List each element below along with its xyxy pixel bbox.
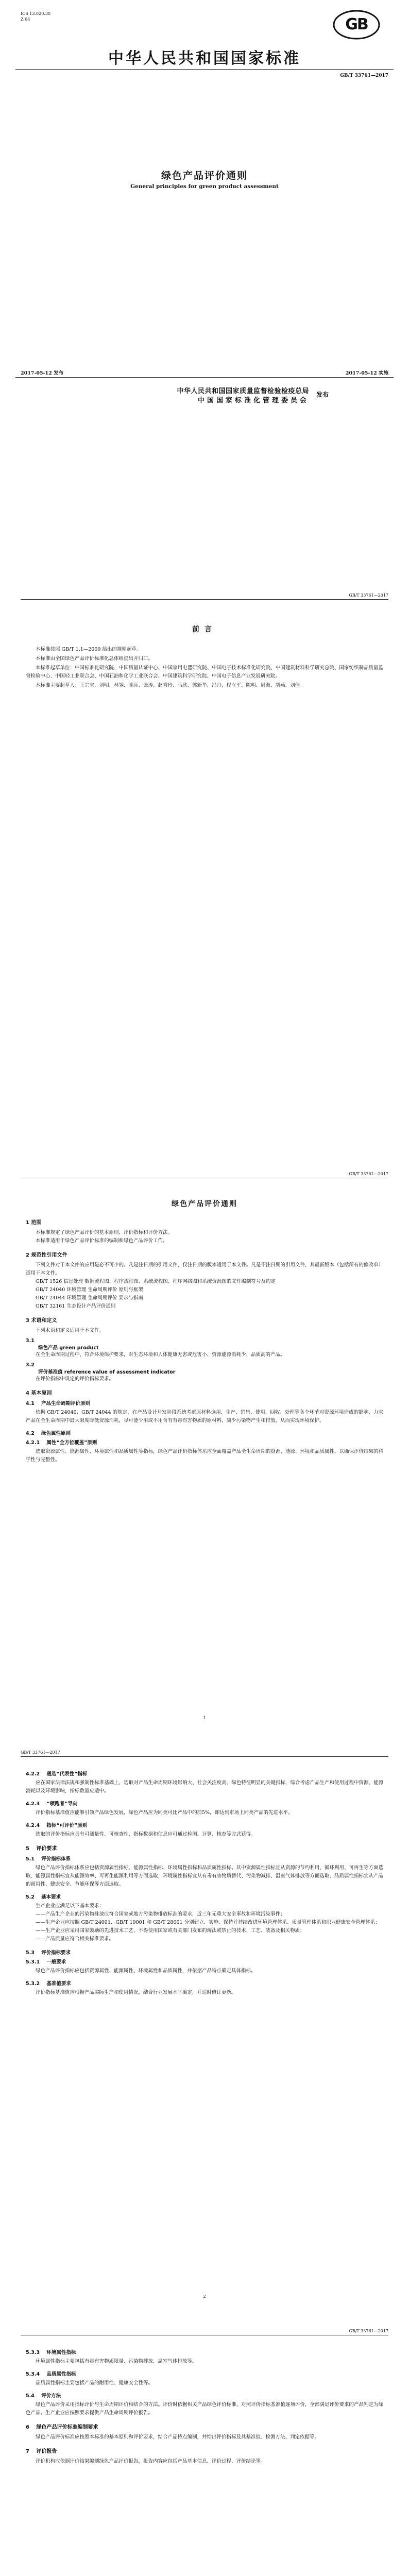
foreword-body bbox=[26, 646, 383, 691]
clause-heading bbox=[26, 1438, 383, 1446]
clause-title: 评价指标要求 bbox=[41, 1950, 71, 1956]
clause-title: 评价方法 bbox=[41, 2393, 61, 2399]
section-heading bbox=[26, 1844, 383, 1852]
reference-item: GB/T 32161 生态设计产品评价通则 bbox=[36, 1303, 116, 1309]
body-para: 绿色产品评价采用指标评价与生命周期评价相结合的方法。评价时依据相关产品绿色评价标准，对照评价指标基准值逐项评价，全部满足评价要求的产品判定为绿色产品。生产企业应按照要求提供产品生命周期评价报告。 bbox=[26, 2402, 383, 2416]
gb-logo-text: GB bbox=[345, 15, 368, 33]
clause-number: 5.3 bbox=[26, 1950, 35, 1956]
clause-title: 遴选“代表性”指标 bbox=[46, 1771, 88, 1777]
clause-heading bbox=[26, 1800, 383, 1807]
clause-title: “领跑者”导向 bbox=[46, 1801, 78, 1807]
page-number: 1 bbox=[203, 1716, 206, 1720]
clause-number: 4.2.2 bbox=[26, 1771, 40, 1777]
section-number: 7 bbox=[26, 2449, 29, 2454]
clause-title: 产品生命周期评价原则 bbox=[41, 1401, 91, 1406]
ccs-code: Z 04 bbox=[21, 17, 30, 22]
main-page-1 bbox=[0, 1157, 409, 1736]
body-para: 品质属性指标主要包括产品的耐用性、健康安全性等。 bbox=[36, 2380, 154, 2386]
country-standard-title: 中华人民共和国国家标准 bbox=[108, 49, 301, 67]
cover-title-cn: 绿色产品评价通则 bbox=[161, 170, 248, 181]
clause-heading bbox=[26, 2348, 383, 2355]
body-para: 选取的评价指标应具有可测量性、可核查性，指标数据和信息应可通过检测、计算、核查等方式获得。 bbox=[36, 1832, 256, 1837]
clause-title: 基本要求 bbox=[41, 1894, 61, 1900]
page-header-std-no: GB/T 33761—2017 bbox=[349, 1172, 388, 1176]
clause-number: 5.1 bbox=[26, 1856, 35, 1862]
term-definition: 在评价指标中设定的评价指标要求。 bbox=[36, 1376, 114, 1382]
body-para: 生产企业应满足以下基本要求： bbox=[36, 1903, 105, 1909]
section-heading bbox=[26, 2422, 383, 2430]
bullet-item: ——产品质量应符合相关标准要求。 bbox=[36, 1936, 114, 1942]
body-para: 本标准规定了绿色产品评价的基本原则、评价指标和评价方法。 bbox=[36, 1230, 173, 1235]
page-number: 2 bbox=[203, 2294, 206, 2299]
gb-logo-mark bbox=[333, 9, 380, 40]
page-header-std-no: GB/T 33761—2017 bbox=[21, 1750, 60, 1755]
page-header-std-no: GB/T 33761—2017 bbox=[349, 593, 388, 598]
clause-heading bbox=[26, 1821, 383, 1828]
foreword-para: 本标准起草单位：中国标准化研究院、中国质量认证中心、中国家用电器研究院、中国电子技术标准化研究院、中国建筑材料科学研究总院、国家纺织制品质量监督检验中心、中国轻工业联合会、中国石油和化学工业联合会、中国建筑科学研究院、中国电子信息产业发展研究院。 bbox=[26, 665, 383, 679]
clause-number: 5.3.4 bbox=[26, 2371, 40, 2377]
issue-word: 发布 bbox=[316, 391, 329, 398]
clause-title: 基准值要求 bbox=[46, 1981, 71, 1987]
publish-date: 2017-05-12 发布 bbox=[21, 370, 64, 376]
ics-code: ICS 13.020.30 bbox=[21, 11, 51, 16]
section-number: 6 bbox=[26, 2425, 29, 2430]
reference-item: GB/T 1526 信息处理 数据流程图、程序流程图、系统流程图、程序网络图和系统资源图的文件编制符号及约定 bbox=[36, 1279, 276, 1284]
foreword-para: 本标准主要起草人：王宗宝、刘明、林翎、陈亮、张涛、赵秀玲、马欣、郭新华、冯丹、程立平、陈明、周海、胡燕、刘佳。 bbox=[36, 683, 305, 688]
page-header-std-no: GB/T 33761—2017 bbox=[349, 2329, 388, 2333]
section-heading: 3 术语和定义 bbox=[26, 1318, 57, 1324]
body-para: 绿色产品评价指标应包括资源属性、能源属性、环境属性和品质属性，并依据产品特点确定具体指标。 bbox=[36, 1968, 256, 1974]
body-para: 依据 GB/T 24040、GB/T 24044 的规定，在产品设计开发阶段系统考虑原材料选用、生产、销售、使用、回收、处理等各个环节对资源环境造成的影响，力求产品在全生命周期中最大限度降低资源消耗，尽可能少用或不用含有有毒有害物质的原材料，减少污染物产生和排放，从而实现环境保护。 bbox=[26, 1410, 383, 1423]
foreword-page bbox=[0, 579, 409, 1157]
body-para: 绿色产品评价标准应按照本标准的基本原则和评价要求，结合产品特点编制，并给出评价指标及其基准值、检测方法、判定依据等。 bbox=[36, 2434, 320, 2440]
clause-heading bbox=[26, 2370, 383, 2377]
clause-number: 4.2.4 bbox=[26, 1823, 40, 1828]
bullet-item: ——生产企业应采用国家鼓励的先进技术工艺，不得使用国家或有关部门发布的淘汰或禁止的技术、工艺、装备及相关物质； bbox=[36, 1928, 305, 1934]
main-body-cont bbox=[26, 1770, 383, 1997]
body-para: 本标准适用于绿色产品评价标准的编制和绿色产品评价工作。 bbox=[36, 1238, 168, 1244]
clause-number: 5.4 bbox=[26, 2393, 35, 2399]
body-para: 评价指标基准值应根据产品实际生产和使用情况，结合行业发展水平确定，并适时修订更新。 bbox=[36, 1990, 236, 1995]
clause-heading bbox=[26, 1979, 383, 1987]
clause-heading bbox=[26, 1958, 383, 1965]
clause-heading bbox=[26, 1770, 383, 1777]
reference-item: GB/T 24044 环境管理 生命周期评价 要求与指南 bbox=[36, 1295, 143, 1301]
section-heading: 1 范围 bbox=[26, 1220, 42, 1226]
bullet-item: ——生产企业应按照 GB/T 24001、GB/T 19001 和 GB/T 28001 分别建立、实施、保持并持续改进环境管理体系、质量管理体系和职业健康安全管理体系； bbox=[36, 1920, 380, 1925]
term-definition: 在全生命周期过程中，符合环境保护要求，对生态环境和人体健康无害或危害小、资源能源消耗少、品质高的产品。 bbox=[36, 1352, 285, 1358]
clause-number: 5.3.2 bbox=[26, 1981, 40, 1987]
clause-number: 4.2 bbox=[26, 1431, 35, 1436]
clause-title: 指标“可评价”原则 bbox=[46, 1823, 88, 1828]
cover-title-en: General principles for green product assessment bbox=[130, 183, 279, 190]
section-title: 评价要求 bbox=[36, 1846, 57, 1852]
clause-title: 评价指标体系 bbox=[41, 1856, 71, 1862]
section-title: 绿色产品评价标准编制要求 bbox=[36, 2425, 98, 2430]
term-name: 绿色产品 green product bbox=[38, 1345, 99, 1351]
body-para: 绿色产品评价指标体系应包括资源属性指标、能源属性指标、环境属性指标和品质属性指标。其中资源属性指标宜从资源的节约利用、循环利用、可再生等方面选取，能源属性指标宜从能源效率、可再生能源利用等方面选取，环境属性指标宜从有毒有害物质替代、污染物减排、温室气体排放等方面选取，品质属性指标宜从产品的耐用性、健康安全、节能环保等方面选取。 bbox=[26, 1865, 383, 1887]
page-header-rule bbox=[21, 1756, 388, 1757]
clause-number: 4.2.3 bbox=[26, 1801, 40, 1807]
foreword-para: 本标准由全国绿色产品评价标准化总体组提出并归口。 bbox=[36, 656, 154, 662]
body-para: 评价指标基准值应能够引领产品绿色发展，绿色产品应为同类可比产品中的前5%，即达到市场上同类产品的先进水平。 bbox=[36, 1810, 293, 1816]
clause-heading bbox=[26, 2392, 383, 2399]
clause-number: 5.3.3 bbox=[26, 2350, 40, 2355]
issuer-aqsiq: 中华人民共和国国家质量监督检验检疫总局 bbox=[177, 387, 309, 395]
implement-date: 2017-05-12 实施 bbox=[345, 370, 388, 376]
main-body bbox=[26, 1218, 383, 1464]
section-heading: 4 基本原则 bbox=[26, 1391, 52, 1396]
page-header-rule bbox=[21, 599, 388, 600]
clause-title: 绿色属性原则 bbox=[41, 1431, 71, 1436]
clause-number: 4.2.1 bbox=[26, 1440, 40, 1446]
term-name: 评价基准值 reference value of assessment indicator bbox=[38, 1369, 176, 1375]
clause-number: 5.2 bbox=[26, 1894, 35, 1900]
main-body-cont bbox=[26, 2348, 383, 2466]
section-heading bbox=[26, 2447, 383, 2454]
term-number: 3.1 bbox=[26, 1338, 35, 1344]
clause-number: 4.1 bbox=[26, 1401, 35, 1406]
clause-title: 品质属性指标 bbox=[46, 2371, 76, 2377]
clause-heading bbox=[26, 1948, 383, 1956]
foreword-para: 本标准按照 GB/T 1.1—2009 给出的规则起草。 bbox=[36, 647, 142, 652]
main-page-3 bbox=[0, 2314, 409, 2576]
body-para: 环境属性指标主要包括有毒有害物质限量、污染物排放、温室气体排放等。 bbox=[36, 2359, 197, 2364]
body-para: 选取资源属性、能源属性、环境属性和品质属性等指标，绿色产品评价指标体系应全面覆盖产品全生命周期的资源、能源、环境和品质属性，以确保评价结果的科学性与完整性。 bbox=[26, 1449, 383, 1463]
cover-page bbox=[0, 0, 409, 579]
document-title: 绿色产品评价通则 bbox=[172, 1200, 237, 1208]
cover-bottom-rule bbox=[15, 377, 394, 378]
clause-number: 5.3.1 bbox=[26, 1959, 40, 1965]
body-para: 下列术语和定义适用于本文件。 bbox=[36, 1328, 105, 1333]
main-page-2 bbox=[0, 1736, 409, 2314]
bullet-item: ——产品生产企业的污染物排放应符合国家或地方污染物排放标准的要求，近三年无重大安全事故和环境污染事件； bbox=[36, 1911, 285, 1917]
body-para: 应在国家法律法规和强制性标准基础上，选取对产品生命周期环境影响大、社会关注度高、绿色特征明显的关键指标，综合考虑产品生产和使用过程中资源、能源消耗以及环境影响，指标数量应适中。 bbox=[26, 1780, 383, 1794]
foreword-title: 前言 bbox=[192, 625, 217, 634]
body-para: 评价机构应依据评价结果编制绿色产品评价报告，报告内容应包括产品基本信息、评价过程、评价结论等。 bbox=[36, 2459, 266, 2464]
section-title: 评价报告 bbox=[36, 2449, 57, 2454]
clause-heading bbox=[26, 1399, 383, 1406]
section-heading: 2 规范性引用文件 bbox=[26, 1252, 67, 1258]
clause-title: 环境属性指标 bbox=[46, 2350, 76, 2355]
issuer-sac: 中国国家标准化管理委员会 bbox=[197, 397, 309, 404]
section-number: 5 bbox=[26, 1846, 29, 1852]
clause-title: 一般要求 bbox=[46, 1959, 66, 1965]
clause-heading bbox=[26, 1893, 383, 1900]
cover-top-rule bbox=[15, 69, 394, 70]
clause-title: 属性“全方位覆盖”原则 bbox=[46, 1440, 97, 1446]
clause-heading bbox=[26, 1429, 383, 1436]
body-para: 下列文件对于本文件的应用是必不可少的。凡是注日期的引用文件，仅注日期的版本适用于本文件。凡是不注日期的引用文件，其最新版本（包括所有的修改单）适用于本文件。 bbox=[26, 1262, 383, 1276]
reference-item: GB/T 24040 环境管理 生命周期评价 原则与框架 bbox=[36, 1287, 143, 1293]
standard-number: GB/T 33761—2017 bbox=[340, 73, 388, 78]
term-number: 3.2 bbox=[26, 1362, 35, 1368]
clause-heading bbox=[26, 1855, 383, 1862]
